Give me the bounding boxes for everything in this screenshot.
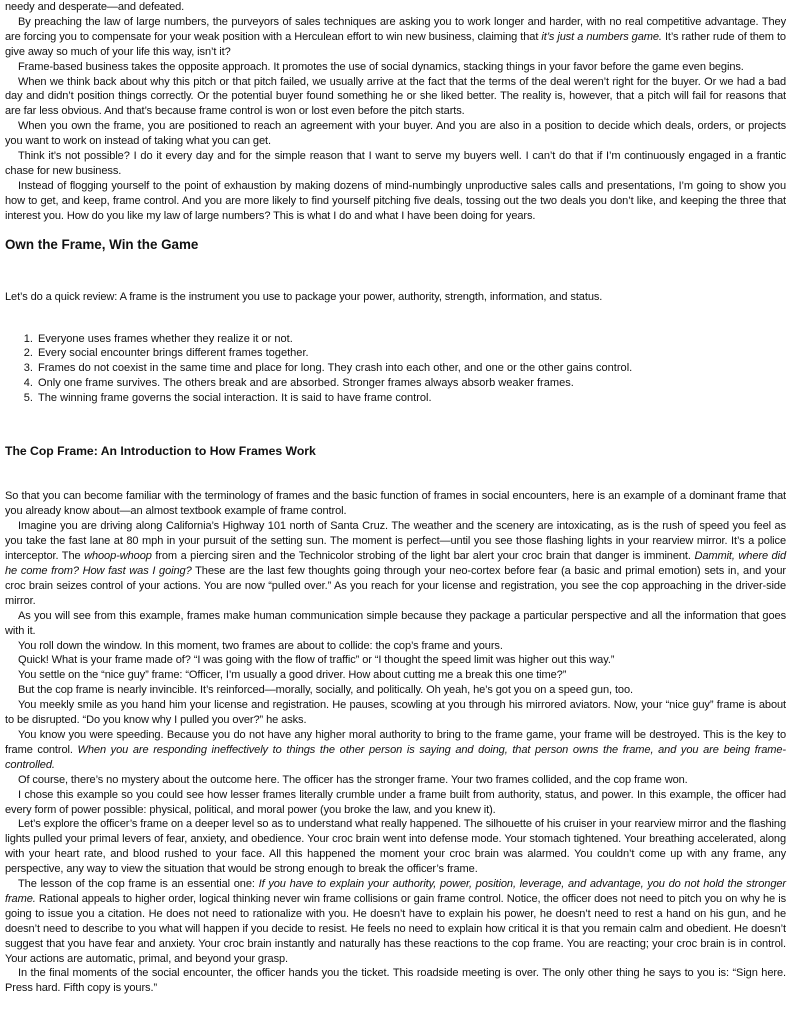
paragraph: Frame-based business takes the opposite approach. It promotes the use of social dynamics, stacking things in your favor before the game even begins. [18,60,744,73]
list-item: 3. Frames do not coexist in the same time and place for long. They crash into each other, and one or the other gains control. [36,361,786,376]
numbered-list [5,332,786,406]
paragraph: needy and desperate—and defeated. [5,1,185,13]
paragraph: Instead of flogging yourself to the point of exhaustion by making dozens of mind-numbingly unproductive sales calls and presentations, I’m going to show you how to get, and keep, frame control. And you are more likely to find yourself pitching five deals, tossing out the two deals you don’t like, and keeping the three that interest you. How do you like my law of large numbers? This is what I do and what I have been doing for years. [5,179,786,222]
paragraph: You roll down the window. In this moment, two frames are about to collide: the cop’s frame and yours. [18,639,503,652]
section-heading: Own the Frame, Win the Game [5,236,199,252]
paragraph: Let’s explore the officer’s frame on a deeper level so as to understand what really happened. The silhouette of his cruiser in your rearview mirror and the flashing lights pulled your primal levers of fear, anxiety, and obedience. Your croc brain went into defense mode. Your stomach tightened. Your breathing accelerated, along with your heart rate, and blood rushed to your face. All this happened the moment your croc brain was alarmed. You couldn’t come up with any frame, any perspective, any way to view the situation that would be strong enough to break the officer’s frame. [5,818,786,876]
paragraph: Think it’s not possible? I do it every day and for the simple reason that I want to serve my buyers well. I can’t do that if I’m continuously engaged in a frantic chase for new business. [5,150,786,177]
list-item: 5. The winning frame governs the social interaction. It is said to have frame control. [36,391,786,406]
paragraph: You settle on the “nice guy” frame: “Officer, I’m usually a good driver. How about cutting me a break this one time?” [18,669,567,682]
paragraph: Of course, there’s no mystery about the outcome here. The officer has the stronger frame. Your two frames collided, and the cop frame won. [18,773,688,786]
paragraph: You know you were speeding. Because you do not have any higher moral authority to bring to the frame game, your frame will be destroyed. This is the key to frame control. When you are responding ineffectively to things the other person is saying and doing, that person owns the frame, and you are being frame-controlled. [5,728,786,771]
paragraph: When you own the frame, you are positioned to reach an agreement with your buyer. And you are also in a position to decide which deals, orders, or projects you want to work on instead of taking what you can get. [5,120,786,148]
paragraph: Quick! What is your frame made of? “I was going with the flow of traffic” or “I thought the speed limit was higher out this way.” [18,654,615,667]
paragraph: So that you can become familiar with the terminology of frames and the basic function of frames in social encounters, here is an example of a dominant frame that you already know about—an almost textbook example of frame control. [5,490,786,518]
paragraph: But the cop frame is nearly invincible. It’s reinforced—morally, socially, and politically. Oh yeah, he’s got you on a speed gun, too. [18,684,633,697]
paragraph: By preaching the law of large numbers, the purveyors of sales techniques are asking you to work longer and harder, with no real competitive advantage. They are forcing you to compensate for your weak position with a Herculean effort to win new business, claiming that it’s just a numbers game. It’s rather rude of them to give away so much of your life this way, isn’t it? [5,15,786,58]
paragraph: You meekly smile as you hand him your license and registration. He pauses, scowling at you through his mirrored aviators. Now, your “nice guy” frame is about to be disrupted. “Do you know why I pulled you over?” he asks. [5,699,786,727]
paragraph: Imagine you are driving along California’s Highway 101 north of Santa Cruz. The weather and the scenery are intoxicating, as is the rush of speed you feel as you take the fast lane at 80 mph in your pursuit of the setting sun. The moment is perfect—until you see those flashing lights in your rearview mirror. It’s a police interceptor. The whoop-whoop from a piercing siren and the Technicolor strobing of the light bar alert your croc brain that danger is imminent. Dammit, where did he come from? How fast was I going? These are the last few thoughts going through your neo-cortex before fear (a basic and primal emotion) sets in, and your croc brain seizes control of your actions. You are now “pulled over.” As you reach for your license and registration, you see the cop approaching in the driver-side mirror. [5,520,786,607]
paragraph: As you will see from this example, frames make human communication simple because they package a particular perspective and all the information that goes with it. [5,609,786,637]
list-item: 4. Only one frame survives. The others break and are absorbed. Stronger frames always absorb weaker frames. [36,376,786,391]
text-block-intro [5,0,786,224]
list-item: 1. Everyone uses frames whether they realize it or not. [36,332,786,347]
text-block-cop-frame [5,489,786,996]
paragraph: The lesson of the cop frame is an essential one: If you have to explain your authority, power, position, leverage, and advantage, you do not hold the stronger frame. Rational appeals to higher order, logical thinking never win frame collisions or gain frame control. Notice, the officer does not need to pitch you on why he is going to issue you a citation. He does not need to rationalize with you. He doesn’t have to explain his power, he doesn’t need to rest a hand on his gun, and he doesn’t need to describe to you what will happen if you decide to resist. He feels no need to explain how critical it is that you remain calm and obedient. He doesn’t suggest that you have fear and anxiety. Your croc brain instantly and naturally has these reactions to the cop frame. You are reacting; your croc brain is in control. Your actions are automatic, primal, and beyond your grasp. [5,878,787,965]
paragraph: Let’s do a quick review: A frame is the instrument you use to package your power, authority, strength, information, and status. [5,290,603,303]
paragraph: In the final moments of the social encounter, the officer hands you the ticket. This roadside meeting is over. The only other thing he says to you is: “Sign here. Press hard. Fifth copy is yours.” [5,967,786,995]
section-heading: The Cop Frame: An Introduction to How Frames Work [5,444,316,459]
paragraph: When we think back about why this pitch or that pitch failed, we usually arrive at the fact that the terms of the deal weren’t right for the buyer. Or we had a bad day and didn’t position things correctly. Or the potential buyer found something he or she liked better. The reality is, however, that a pitch will fail for reasons that are far less obvious. And that’s because frame control is won or lost even before the pitch starts. [5,75,786,118]
paragraph: I chose this example so you could see how lesser frames literally crumble under a frame built from authority, status, and power. In this example, the officer had every form of power possible: physical, political, and moral power (you broke the law, and you knew it). [5,788,786,816]
list-item: 2. Every social encounter brings different frames together. [36,346,786,361]
